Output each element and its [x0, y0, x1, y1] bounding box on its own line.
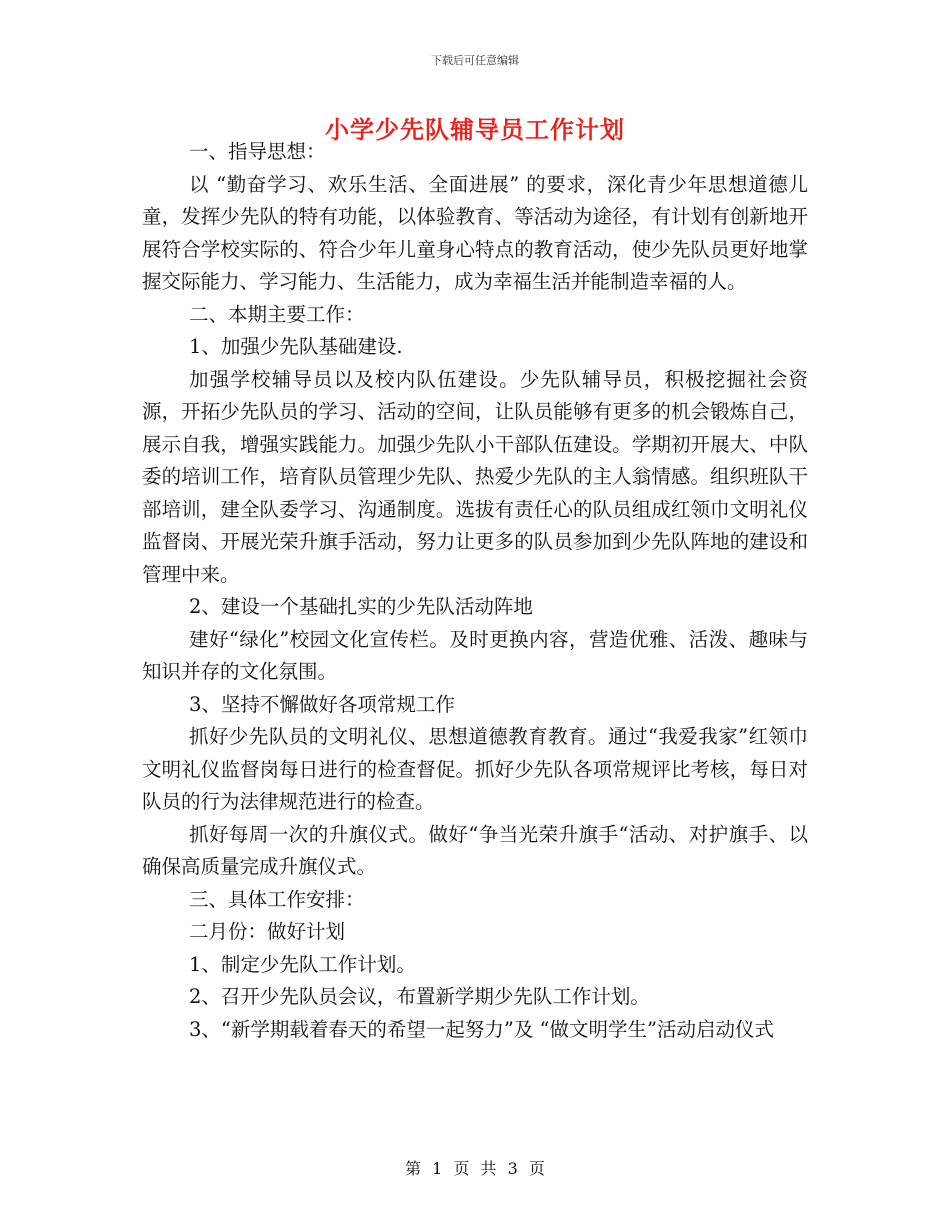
page-footer: 第 1 页 共 3 页 — [405, 1159, 545, 1178]
paragraph: 抓好每周一次的升旗仪式。做好“争当光荣升旗手“活动、对护旗手、以确保高质量完成升旗仪式。 — [142, 822, 808, 878]
list-item: 3、“新学期载着春天的希望一起努力”及 “做文明学生”活动启动仪式 — [189, 1017, 774, 1041]
subheading: 2、建设一个基础扎实的少先队活动阵地 — [189, 595, 533, 618]
paragraph: 加强学校辅导员以及校内队伍建设。少先队辅导员，积极挖掘社会资源，开拓少先队员的学习、活动的空间，让队员能够有更多的机会锻炼自己，展示自我，增强实践能力。加强少先队小干部队伍建设。学期初开展大、中队委的培训工作，培育队员管理少先队、热爱少先队的主人翁情感。组织班队干部培训，建全队委学习、沟通制度。选拔有责任心的队员组成红领巾文明礼仪监督岗、开展光荣升旗手活动，努力让更多的队员参加到少先队阵地的建设和管理中来。 — [142, 367, 808, 586]
section-heading-main-work: 二、本期主要工作： — [189, 302, 365, 326]
list-item: 1、制定少先队工作计划。 — [189, 952, 416, 976]
list-item: 2、召开少先队员会议，布置新学期少先队工作计划。 — [189, 985, 650, 1008]
document-title: 小学少先队辅导员工作计划 — [325, 116, 625, 144]
subheading: 1、加强少先队基础建设. — [189, 335, 403, 358]
paragraph: 建好“绿化”校园文化宣传栏。及时更换内容，营造优雅、活泼、趣味与知识并存的文化氛围。 — [142, 627, 808, 683]
header-note: 下载后可任意编辑 — [431, 54, 519, 67]
document-body — [142, 136, 808, 1046]
section-heading-schedule: 三、具体工作安排： — [189, 887, 365, 911]
paragraph: 抓好少先队员的文明礼仪、思想道德教育教育。通过“我爱我家”红领巾文明礼仪监督岗每日进行的检查督促。抓好少先队各项常规评比考核，每日对队员的行为法律规范进行的检查。 — [142, 725, 808, 813]
paragraph: 以 “勤奋学习、欢乐生活、全面进展” 的要求，深化青少年思想道德儿童，发挥少先队的特有功能，以体验教育、等活动为途径，有计划有创新地开展符合学校实际的、符合少年儿童身心特点的教育活动，使少先队员更好地掌握交际能力、学习能力、生活能力，成为幸福生活并能制造幸福的人。 — [142, 172, 808, 293]
subheading: 二月份：做好计划 — [189, 920, 346, 943]
subheading: 3、坚持不懈做好各项常规工作 — [189, 692, 455, 716]
section-heading-guiding-thought: 一、指导思想： — [189, 140, 326, 163]
